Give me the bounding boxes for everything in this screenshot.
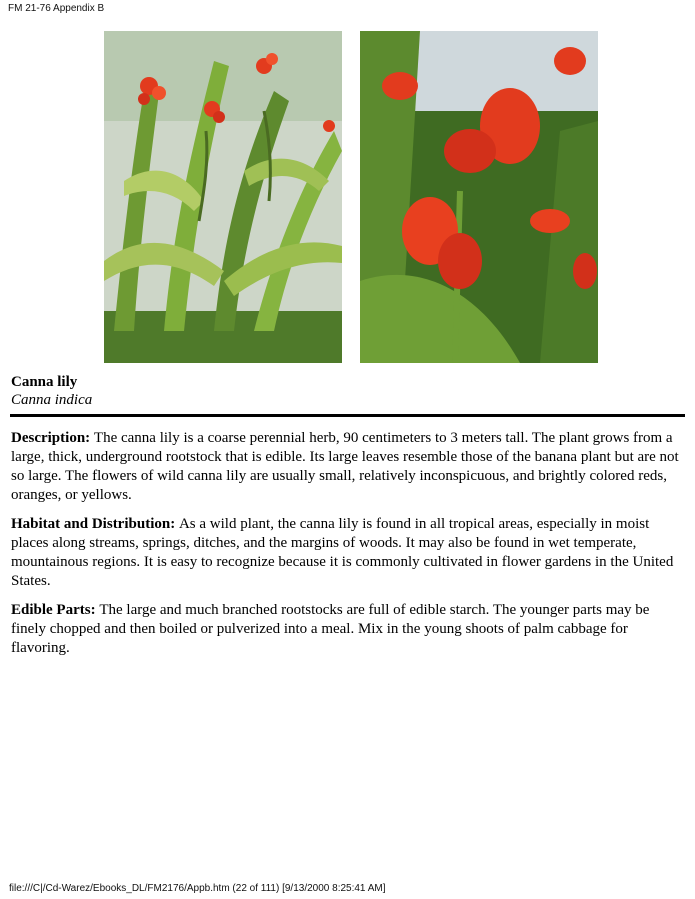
description-paragraph	[11, 429, 685, 505]
habitat-text: As a wild plant, the canna lily is found in all tropical areas, especially in moist places along streams, springs, ditches, and the margins of woods. It may also be found in wet temperate, mountainous regions. It is easy to recognize because it is commonly cultivated in flower gardens in the United States.	[11, 516, 674, 589]
plant-body	[11, 429, 685, 668]
section-divider	[10, 414, 685, 417]
canna-plant-photo	[104, 31, 342, 363]
canna-flower-closeup-photo	[360, 31, 598, 363]
edible-parts-label: Edible Parts:	[11, 602, 100, 618]
habitat-paragraph	[11, 515, 685, 591]
page-header: FM 21-76 Appendix B	[8, 3, 105, 14]
edible-parts-paragraph	[11, 601, 685, 658]
page-footer-url: file:///C|/Cd-Warez/Ebooks_DL/FM2176/Appb.htm (22 of 111) [9/13/2000 8:25:41 AM]	[9, 883, 386, 894]
habitat-label: Habitat and Distribution:	[11, 516, 179, 532]
description-text: The canna lily is a coarse perennial herb, 90 centimeters to 3 meters tall. The plant grows from a large, thick, underground rootstock that is edible. Its large leaves resemble those of the banana plant but are not so large. The flowers of wild canna lily are usually small, relatively inconspicuous, and brightly colored reds, oranges, or yellows.	[11, 430, 679, 503]
scientific-name: Canna indica	[11, 392, 93, 408]
plant-title	[11, 373, 92, 409]
common-name: Canna lily	[11, 374, 78, 390]
description-label: Description:	[11, 430, 94, 446]
edible-parts-text: The large and much branched rootstocks are full of edible starch. The younger parts may be finely chopped and then boiled or pulverized into a meal. Mix in the young shoots of palm cabbage for flavoring.	[11, 602, 650, 656]
